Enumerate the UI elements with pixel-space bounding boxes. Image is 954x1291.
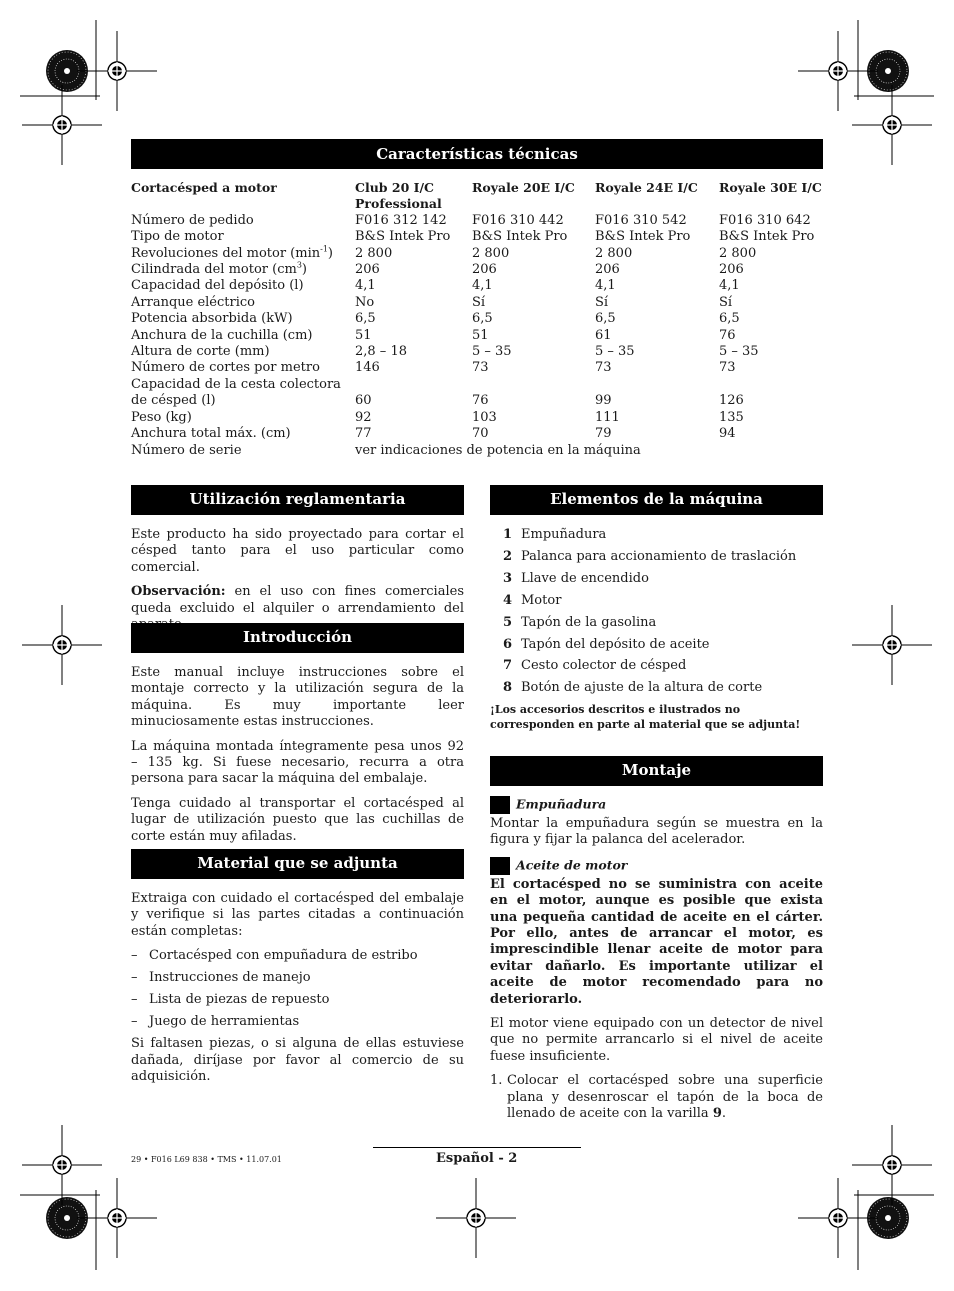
step-end: .: [721, 1106, 726, 1122]
specs-row: [131, 360, 831, 376]
list-item-text: Llave de encendido: [521, 570, 649, 586]
specs-header-cell: Royale 20E I/C: [472, 180, 575, 195]
specs-row-label-text: Arranque eléctrico: [131, 294, 255, 310]
specs-row-value: [719, 377, 829, 393]
specs-row: [131, 278, 831, 294]
section-square-icon: [490, 796, 510, 814]
specs-row-label: [131, 262, 355, 278]
material-title-bar: Material que se adjunta: [131, 849, 464, 879]
specs-serial-value: ver indicaciones de potencia en la máquina: [355, 442, 641, 458]
specs-row-value: No: [355, 294, 375, 310]
specs-row-value: 5 – 35: [595, 344, 635, 360]
subheading-text: Empuñadura: [516, 796, 607, 812]
specs-row-label: [131, 377, 355, 393]
elementos-title-bar: Elementos de la máquina: [490, 485, 823, 515]
specs-row-value: 76: [719, 327, 736, 343]
list-item-number: 8: [503, 680, 513, 696]
intro-paragraph-1: Este manual incluye instrucciones sobre el montaje correcto y la utilización segura de la máquina. Es muy importante leer minuciosamente estas instrucciones.: [131, 665, 464, 730]
specs-row-value: 94: [719, 426, 736, 442]
footer-code: 29 • F016 L69 838 • TMS • 11.07.01: [131, 1155, 282, 1164]
specs-row-value: B&S Intek Pro: [472, 229, 568, 245]
specs-row-label: [131, 311, 355, 327]
specs-row: [131, 246, 831, 262]
specs-row-value: [355, 377, 472, 393]
specs-row-value: 2 800: [719, 245, 757, 261]
specs-row-value: 206: [355, 262, 380, 278]
specs-row-value: 6,5: [355, 311, 376, 327]
step-number: 1.: [490, 1073, 503, 1089]
material-list: [131, 948, 464, 1030]
specs-table: [131, 180, 831, 459]
list-item-text: Cortacésped con empuñadura de estribo: [149, 948, 418, 964]
list-dash: –: [131, 948, 138, 964]
list-item-text: Instrucciones de manejo: [149, 970, 311, 986]
specs-row-value: 73: [719, 360, 736, 376]
list-item: [503, 593, 823, 609]
specs-row-label-text: Capacidad del depósito (l): [131, 278, 304, 294]
list-item-number: 1: [503, 527, 513, 542]
mark-mid-right: [852, 605, 932, 685]
specs-row-label: [131, 360, 355, 376]
elementos-section: [503, 527, 823, 702]
specs-row-value: 76: [472, 393, 489, 409]
uso-obs-text: en el uso con fines comerciales queda excluido el alquiler o arrendamiento del: [131, 584, 464, 616]
specs-row-value: 79: [595, 426, 612, 442]
specs-row-label-suffix: ): [327, 245, 333, 261]
specs-serial-label: Número de serie: [131, 442, 242, 458]
specs-row-value: 60: [355, 393, 372, 409]
specs-row-value: 4,1: [595, 278, 616, 294]
list-item: [503, 527, 823, 543]
montaje-paragraph-1: Montar la empuñadura según se muestra en la figura y fijar la palanca del acelerador.: [490, 816, 823, 848]
list-item-text: Botón de ajuste de la altura de corte: [521, 680, 763, 696]
specs-row: [131, 262, 831, 278]
specs-row: [131, 213, 831, 229]
specs-row-label-text: Número de cortes por metro: [131, 360, 320, 376]
specs-header-cell: Club 20 I/C Professional: [355, 180, 442, 212]
specs-row-value: F016 310 442: [472, 212, 564, 228]
list-item-number: 4: [503, 592, 513, 608]
mark-bottom-center: [436, 1178, 516, 1258]
list-item-text: Motor: [521, 592, 562, 608]
specs-row-value: 146: [355, 360, 380, 376]
list-item-text: Tapón del depósito de aceite: [521, 636, 710, 652]
specs-row-value: 51: [355, 327, 372, 343]
specs-row-label-text: Revoluciones del motor (min: [131, 245, 321, 261]
list-item-text: Palanca para accionamiento de traslación: [521, 548, 797, 564]
specs-row-value: 73: [472, 360, 489, 376]
specs-row-label: [131, 426, 355, 442]
specs-row-value: 77: [355, 426, 372, 442]
specs-serial-row: [131, 443, 831, 459]
list-item: [503, 680, 823, 696]
list-item: [503, 571, 823, 587]
specs-row: [131, 377, 831, 393]
mark-mid-left: [22, 605, 102, 685]
footer-page: Español - 2: [436, 1151, 518, 1166]
specs-row-value: F016 312 142: [355, 212, 447, 228]
specs-rows: [131, 213, 831, 443]
specs-row-value: 135: [719, 409, 744, 425]
specs-row-value: 5 – 35: [472, 344, 512, 360]
list-item-number: 3: [503, 570, 513, 586]
intro-paragraph-2: La máquina montada íntegramente pesa unos 92 – 135 kg. Si fuese necesario, recurra a otra persona para sacar la máquina del embalaje.: [131, 738, 464, 787]
specs-row-value: 4,1: [355, 278, 376, 294]
footer-rule: [373, 1147, 581, 1148]
montaje-section: [490, 796, 823, 1123]
specs-row-value: 6,5: [595, 311, 616, 327]
uso-title-bar: Utilización reglamentaria: [131, 485, 464, 515]
list-item: [503, 637, 823, 653]
uso-section: [131, 527, 464, 633]
specs-row: [131, 393, 831, 409]
specs-row-value: 70: [472, 426, 489, 442]
specs-title-bar: Características técnicas: [131, 139, 823, 169]
list-item: [503, 658, 823, 674]
specs-row: [131, 295, 831, 311]
specs-row-label-sup: 3: [296, 260, 302, 270]
specs-row-value: B&S Intek Pro: [719, 229, 815, 245]
specs-row-label: [131, 213, 355, 229]
specs-header-row: [131, 180, 831, 213]
specs-row-label-text: Potencia absorbida (kW): [131, 311, 293, 327]
elementos-list: [503, 527, 823, 697]
specs-row-value: 2 800: [355, 245, 393, 261]
list-dash: –: [131, 992, 138, 1008]
uso-paragraph: Este producto ha sido proyectado para cortar el césped tanto para el uso particular como comercial.: [131, 527, 464, 575]
specs-row-value: 99: [595, 393, 612, 409]
specs-row-label-text: Anchura de la cuchilla (cm): [131, 327, 313, 343]
specs-row: [131, 344, 831, 360]
specs-row-value: 4,1: [472, 278, 493, 294]
specs-row-label-text: Peso (kg): [131, 409, 192, 425]
specs-row-value: 61: [595, 327, 612, 343]
montaje-title-bar: Montaje: [490, 756, 823, 786]
list-item: [131, 1014, 464, 1030]
specs-row-value: 6,5: [719, 311, 740, 327]
specs-row-value: Sí: [719, 294, 733, 310]
list-item-number: 2: [503, 548, 513, 564]
list-item-text: Lista de piezas de repuesto: [149, 992, 330, 1008]
specs-row-value: 206: [472, 262, 497, 278]
specs-row-label: [131, 328, 355, 344]
specs-header-cell: Royale 30E I/C: [719, 180, 822, 195]
specs-row-value: 206: [719, 262, 744, 278]
specs-row-label: [131, 229, 355, 245]
intro-section: [131, 665, 464, 845]
list-item-number: 6: [503, 636, 513, 652]
mark-br: [798, 1125, 934, 1270]
specs-row-value: F016 310 542: [595, 212, 687, 228]
specs-row: [131, 426, 831, 442]
list-item: [503, 615, 823, 631]
intro-title-bar: Introducción: [131, 623, 464, 653]
specs-row-value: B&S Intek Pro: [595, 229, 691, 245]
list-item: [131, 992, 464, 1008]
specs-row-value: 5 – 35: [719, 344, 759, 360]
specs-row-label: [131, 410, 355, 426]
montaje-subheading-1: [490, 796, 823, 814]
specs-row-label: [131, 295, 355, 311]
specs-row-label-text: Tipo de motor: [131, 229, 224, 245]
section-square-icon: [490, 857, 510, 875]
specs-row-value: 4,1: [719, 278, 740, 294]
list-item-text: Juego de herramientas: [149, 1014, 300, 1030]
specs-row-label-text: Cilindrada del motor (cm: [131, 262, 297, 278]
list-item: [131, 948, 464, 964]
step-bold-ref: 9: [712, 1106, 722, 1122]
specs-row-label-text: Anchura total máx. (cm): [131, 426, 291, 442]
specs-row-label: [131, 278, 355, 294]
specs-row-value: 2 800: [472, 245, 510, 261]
specs-row-label-sup: -1: [320, 244, 328, 254]
specs-row-value: 2,8 – 18: [355, 344, 407, 360]
specs-header-cell: Royale 24E I/C: [595, 180, 698, 195]
montaje-bold-paragraph: El cortacésped no se suministra con aceite en el motor, aunque es posible que exista una pequeña cantidad de aceite en el cárter. Por ello, antes de arrancar el motor, es imprescindible llenar aceite de motor para evitar dañarlo. Es importante utilizar el aceite de motor recomendado para no deteriorarlo.: [490, 876, 823, 1007]
elementos-note: ¡Los accesorios descritos e ilustrados no corresponden en parte al material que se adjunta!: [490, 703, 801, 731]
specs-row-value: 206: [595, 262, 620, 278]
list-dash: –: [131, 970, 138, 986]
specs-row-label: [131, 393, 355, 409]
intro-paragraph-3: Tenga cuidado al transportar el cortacésped al lugar de utilización puesto que las cuchillas de corte están muy afiladas.: [131, 795, 464, 844]
step-text-wrap: [507, 1073, 823, 1122]
list-item-number: 5: [503, 614, 513, 630]
specs-row-value: 103: [472, 409, 497, 425]
specs-row-value: 51: [472, 327, 489, 343]
list-item-text: Cesto colector de césped: [521, 658, 687, 674]
list-dash: –: [131, 1014, 138, 1030]
specs-row-value: 92: [355, 409, 372, 425]
specs-row-label: [131, 344, 355, 360]
mark-bl: [20, 1125, 157, 1270]
specs-row-value: [595, 377, 719, 393]
specs-row-label-suffix: ): [301, 262, 307, 278]
montaje-subheading-2: [490, 857, 823, 875]
specs-row-value: F016 310 642: [719, 212, 811, 228]
uso-obs-label: Observación:: [131, 584, 226, 600]
specs-row-value: 111: [595, 409, 620, 425]
specs-row-value: [472, 377, 595, 393]
specs-row: [131, 328, 831, 344]
specs-row-value: 2 800: [595, 245, 633, 261]
specs-row-label-text: Capacidad de la cesta colectora: [131, 376, 341, 392]
list-item: [131, 970, 464, 986]
list-item-number: 7: [503, 658, 513, 674]
subheading-text: Aceite de motor: [516, 857, 628, 873]
specs-row-value: Sí: [595, 294, 609, 310]
montaje-step-1: [490, 1073, 823, 1122]
specs-row-label-text: Número de pedido: [131, 212, 254, 228]
list-item-text: Tapón de la gasolina: [521, 614, 657, 630]
specs-row-value: Sí: [472, 294, 486, 310]
specs-row-label-text: de césped (l): [131, 393, 216, 409]
specs-header-cell: Cortacésped a motor: [131, 180, 277, 195]
list-item-text: Empuñadura: [521, 527, 607, 542]
specs-row: [131, 311, 831, 327]
step-text: Colocar el cortacésped sobre una superficie plana y desenroscar el tapón de la boca de llenado de aceite con la varilla: [507, 1073, 823, 1122]
material-paragraph-1: Extraiga con cuidado el cortacésped del embalaje y verifique si las partes citadas a continuación están completas:: [131, 891, 464, 939]
specs-row-value: B&S Intek Pro: [355, 229, 451, 245]
specs-row-value: 6,5: [472, 311, 493, 327]
material-section: [131, 891, 464, 1085]
list-item: [503, 549, 823, 565]
specs-row: [131, 410, 831, 426]
specs-row-label: [131, 246, 355, 262]
montaje-paragraph-2: El motor viene equipado con un detector de nivel que no permite arrancarlo si el nivel de aceite fuese insuficiente.: [490, 1016, 823, 1064]
specs-row-label-text: Altura de corte (mm): [131, 344, 270, 360]
specs-row-value: 73: [595, 360, 612, 376]
specs-row: [131, 229, 831, 245]
material-paragraph-2: Si faltasen piezas, o si alguna de ellas estuviese dañada, diríjase por favor al comercio de su adquisición.: [131, 1036, 464, 1085]
specs-row-value: 126: [719, 393, 744, 409]
